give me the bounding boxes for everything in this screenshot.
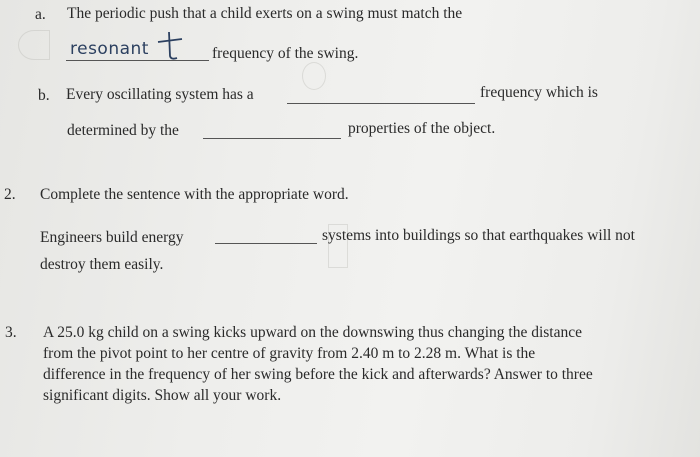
q1a-line1: The periodic push that a child exerts on a swing must match the	[67, 5, 463, 22]
q3-number: 3.	[5, 324, 17, 341]
q1a-marker: a.	[35, 6, 46, 23]
bleed-through-mark	[302, 62, 326, 90]
q3-line-3: difference in the frequency of her swing before the kick and afterwards? Answer to three	[43, 366, 593, 383]
q1b-part4: properties of the object.	[348, 120, 496, 137]
q2-part1: Engineers build energy	[40, 229, 184, 246]
q1b-blank-1[interactable]	[287, 103, 475, 104]
q2-part3: destroy them easily.	[40, 256, 164, 273]
q2-prompt: Complete the sentence with the appropriate word.	[40, 186, 349, 203]
q1b-part1: Every oscillating system has a	[66, 86, 254, 103]
q1b-part3: determined by the	[67, 122, 179, 139]
q2-number: 2.	[4, 186, 16, 203]
q1a-line2: frequency of the swing.	[212, 45, 359, 62]
q1a-answer-blank[interactable]	[66, 60, 209, 61]
bleed-through-mark	[18, 30, 50, 60]
handwritten-t-stroke	[155, 30, 185, 62]
q1a-handwritten-answer: resonant	[70, 39, 149, 59]
q3-line-4: significant digits. Show all your work.	[43, 387, 282, 404]
q3-line-1: A 25.0 kg child on a swing kicks upward on the downswing thus changing the distance	[43, 324, 582, 341]
q1b-blank-2[interactable]	[203, 138, 341, 139]
q2-blank[interactable]	[215, 243, 317, 244]
q2-part2: systems into buildings so that earthquakes will not	[322, 227, 635, 244]
q3-line-2: from the pivot point to her centre of gravity from 2.40 m to 2.28 m. What is the	[43, 345, 536, 362]
q1b-marker: b.	[38, 87, 50, 104]
q1b-part2: frequency which is	[480, 84, 598, 101]
